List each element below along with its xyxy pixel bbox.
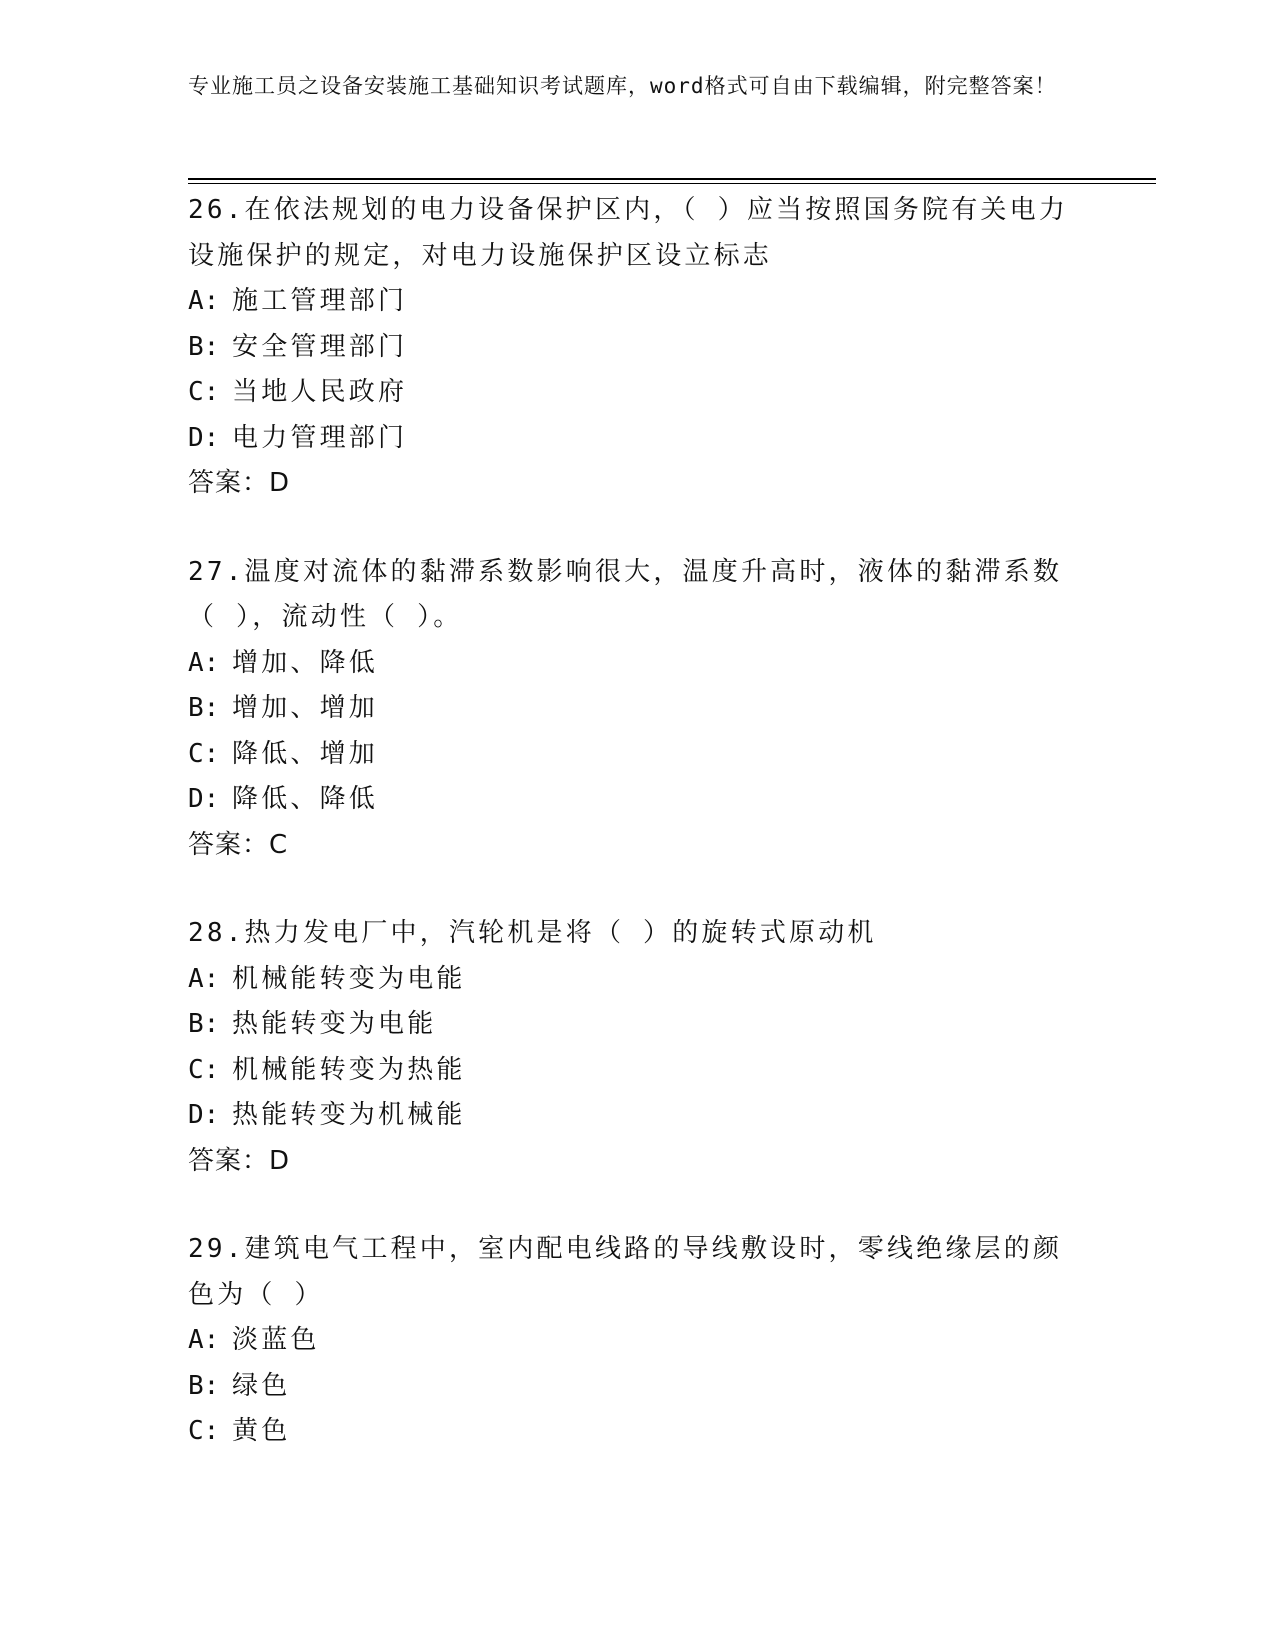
question-26: [188, 188, 1088, 507]
question-28: [188, 911, 1088, 1184]
option-label: A:: [188, 647, 220, 678]
option-text: 增加、增加: [232, 693, 379, 723]
answer-line: 答案：C: [188, 829, 289, 860]
question-29: [188, 1227, 1088, 1455]
option-a: [188, 641, 1088, 687]
option-text: 热能转变为电能: [232, 1009, 437, 1039]
option-c: [188, 1048, 1088, 1094]
question-stem: 28.热力发电厂中，汽轮机是将（ ）的旋转式原动机: [188, 918, 877, 948]
option-label: B:: [188, 693, 220, 723]
option-label: C:: [188, 1054, 220, 1085]
option-text: 施工管理部门: [232, 286, 408, 316]
option-label: A:: [188, 963, 220, 994]
option-label: B:: [188, 1009, 220, 1039]
option-label: B:: [188, 1370, 220, 1401]
option-text: 电力管理部门: [232, 422, 408, 453]
option-text: 淡蓝色: [232, 1325, 320, 1355]
option-text: 机械能转变为电能: [232, 963, 466, 994]
option-c: [188, 1409, 1088, 1455]
option-text: 黄色: [232, 1416, 291, 1446]
option-a: [188, 1318, 1088, 1364]
option-label: A:: [188, 1325, 220, 1355]
header-rule-thin: [188, 183, 1156, 184]
option-label: C:: [188, 738, 220, 769]
option-c: [188, 370, 1088, 416]
question-stem: 29.建筑电气工程中，室内配电线路的导线敷设时，零线绝缘层的颜色为（ ）: [188, 1234, 1063, 1310]
option-a: [188, 279, 1088, 325]
option-text: 增加、降低: [232, 647, 379, 678]
option-b: [188, 1364, 1088, 1410]
option-text: 机械能转变为热能: [232, 1054, 466, 1085]
option-label: C:: [188, 1416, 220, 1446]
option-b: [188, 325, 1088, 371]
option-text: 降低、增加: [232, 738, 379, 769]
question-27: [188, 550, 1088, 869]
answer-line: 答案：D: [188, 468, 291, 498]
option-label: D:: [188, 784, 220, 814]
document-header: 专业施工员之设备安装施工基础知识考试题库，word格式可自由下载编辑，附完整答案！: [188, 74, 1057, 98]
option-a: [188, 957, 1088, 1003]
option-d: [188, 777, 1088, 823]
answer-line: 答案：D: [188, 1145, 291, 1176]
option-d: [188, 416, 1088, 462]
option-text: 安全管理部门: [232, 331, 408, 362]
question-stem: 26.在依法规划的电力设备保护区内，（ ）应当按照国务院有关电力设施保护的规定，对电力设施保护区设立标志: [188, 195, 1069, 271]
option-label: C:: [188, 377, 220, 407]
option-text: 当地人民政府: [232, 377, 408, 407]
option-b: [188, 686, 1088, 732]
option-label: B:: [188, 331, 220, 362]
option-d: [188, 1093, 1088, 1139]
option-text: 降低、降低: [232, 784, 379, 814]
question-list: [188, 188, 1088, 1498]
header-rule-thick: [188, 178, 1156, 180]
option-text: 绿色: [232, 1370, 291, 1401]
option-label: A:: [188, 286, 220, 316]
option-label: D:: [188, 1100, 220, 1130]
option-b: [188, 1002, 1088, 1048]
option-c: [188, 732, 1088, 778]
option-label: D:: [188, 422, 220, 453]
option-text: 热能转变为机械能: [232, 1100, 466, 1130]
question-stem: 27.温度对流体的黏滞系数影响很大，温度升高时，液体的黏滞系数（ ），流动性（ ）。: [188, 556, 1063, 632]
